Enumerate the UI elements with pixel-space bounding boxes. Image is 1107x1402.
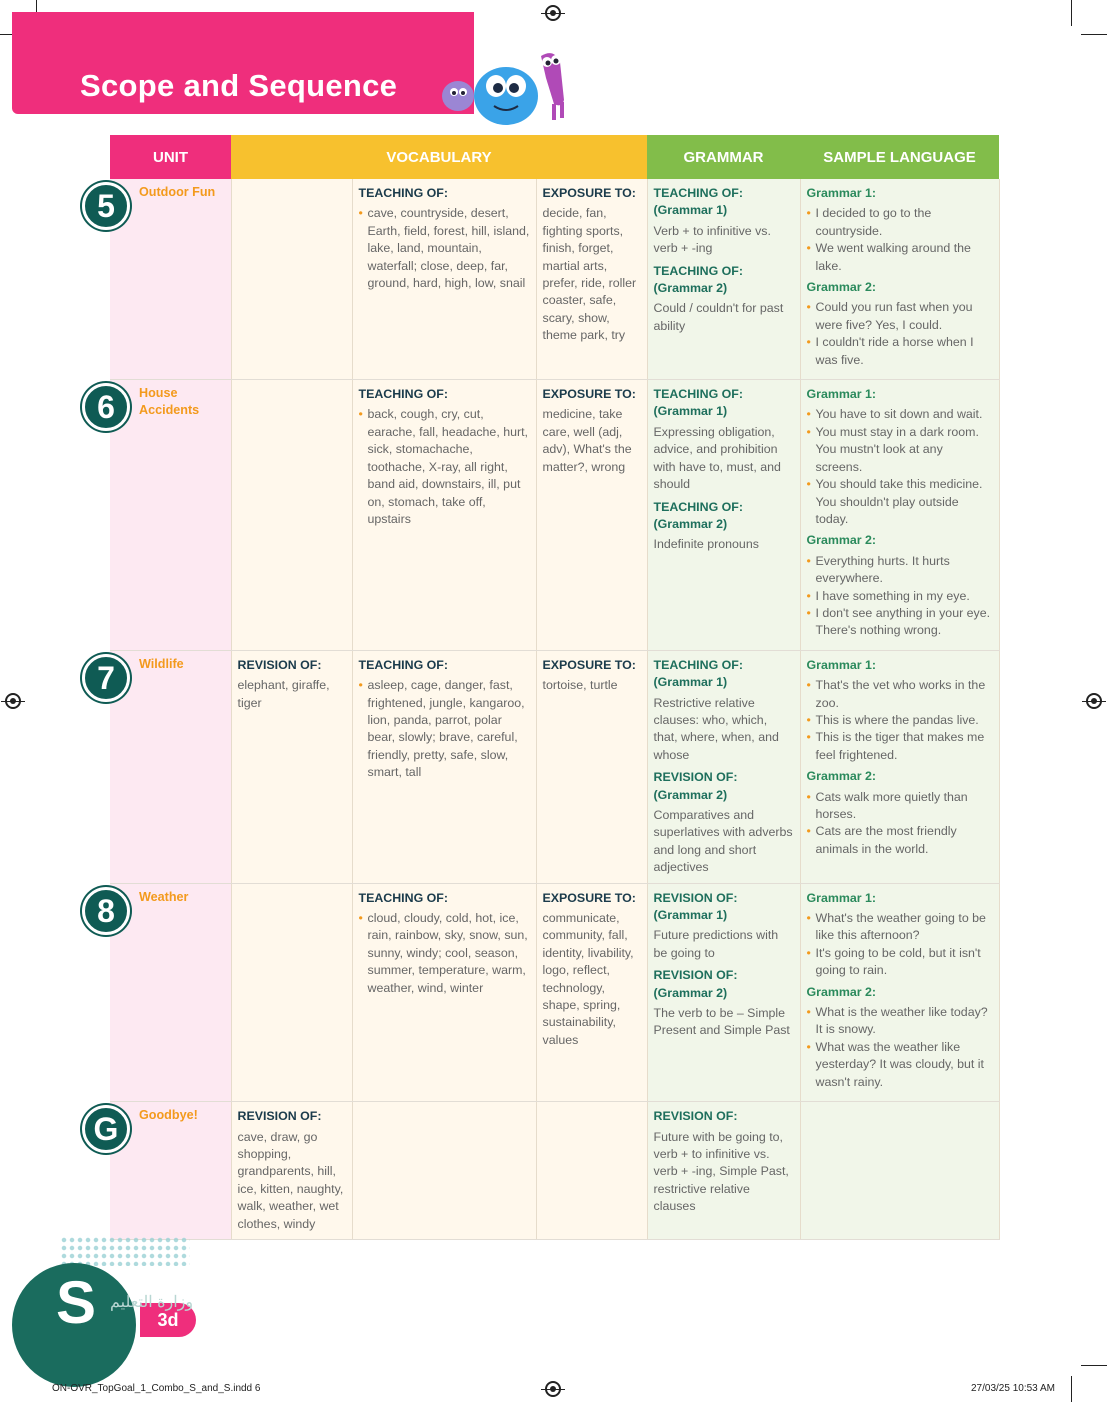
teaching-label: TEACHING OF:: [358, 657, 448, 672]
revision-cell: [231, 650, 352, 883]
registration-mark: [545, 1381, 561, 1397]
sample-label: Grammar 1:: [806, 890, 877, 905]
logo-letter: S: [56, 1269, 97, 1336]
unit-number-badge: 7: [82, 654, 130, 702]
sample-item: • What was the weather like yesterday? It was cloudy, but it wasn't rainy.: [807, 1039, 993, 1091]
header-row: [110, 135, 999, 179]
grammar-cell: [647, 380, 800, 651]
unit-name: Weather: [139, 889, 189, 904]
grammar-label: TEACHING OF:: [653, 387, 743, 402]
sample-item: • We went walking around the lake.: [807, 240, 993, 275]
sample-item: • I couldn't ride a horse when I was five.: [807, 334, 993, 369]
teaching-list: [359, 677, 530, 781]
crop-mark: [1071, 0, 1072, 26]
sample-item: • Cats walk more quietly than horses.: [807, 789, 993, 824]
grammar-text: Indefinite pronouns: [653, 537, 759, 552]
sample-list: [807, 677, 993, 764]
sample-label: Grammar 2:: [806, 769, 877, 784]
grammar-sublabel: (Grammar 1): [653, 675, 728, 690]
mascot-illustration: [436, 48, 576, 128]
unit-cell: [97, 380, 231, 651]
sample-label: Grammar 1:: [806, 387, 877, 402]
grammar-text: Verb + to infinitive vs. verb + -ing: [653, 223, 771, 256]
grammar-cell: [647, 650, 800, 883]
sample-item: • This is the tiger that makes me feel frightened.: [807, 729, 993, 764]
page-badge: 3d: [140, 1303, 196, 1337]
header-grammar: GRAMMAR: [647, 135, 800, 179]
sample-item: • What's the weather going to be like this afternoon?: [807, 910, 993, 945]
teaching-cell: [352, 1102, 536, 1240]
sample-item: • This is where the pandas live.: [807, 712, 993, 729]
grammar-sublabel: (Grammar 2): [653, 985, 728, 1000]
unit-name: Wildlife: [139, 656, 184, 671]
sample-item: • Cats are the most friendly animals in the world.: [807, 823, 993, 858]
unit-cell: [93, 1102, 231, 1240]
sample-item: • I don't see anything in your eye. There's nothing wrong.: [807, 605, 993, 640]
header-sample-language: SAMPLE LANGUAGE: [800, 135, 999, 179]
grammar-text: Comparatives and superlatives with adverbs and long and short adjectives: [653, 808, 793, 875]
exposure-words: decide, fan, fighting sports, finish, forget, martial arts, prefer, ride, roller coaster, safe, scary, show, theme park, try: [542, 206, 637, 343]
unit-name: Goodbye!: [139, 1108, 198, 1123]
sample-item: • Everything hurts. It hurts everywhere.: [807, 553, 993, 588]
grammar-sublabel: (Grammar 1): [653, 203, 728, 218]
grammar-cell: [647, 883, 800, 1101]
grammar-cell: [647, 179, 800, 380]
grammar-text: Restrictive relative clauses: who, which, that, where, when, and whose: [653, 695, 779, 762]
unit-cell: [97, 883, 231, 1101]
exposure-label: EXPOSURE TO:: [542, 186, 636, 200]
unit-name: Outdoor Fun: [139, 185, 216, 199]
sample-list: [807, 1004, 993, 1091]
exposure-words: medicine, take care, well (adj, adv), What's the matter?, wrong: [542, 407, 632, 474]
grammar-label: TEACHING OF:: [653, 657, 743, 672]
revision-cell: [231, 380, 352, 651]
grammar-sublabel: (Grammar 1): [653, 908, 728, 923]
teaching-list: [359, 205, 530, 292]
unit-name: House Accidents: [139, 386, 200, 418]
exposure-label: EXPOSURE TO:: [542, 890, 636, 905]
exposure-words: tortoise, turtle: [542, 678, 618, 693]
sample-item: • I decided to go to the countryside.: [807, 205, 993, 240]
exposure-cell: [536, 883, 647, 1101]
registration-mark: [545, 5, 561, 21]
revision-cell: [231, 1102, 352, 1240]
header-vocabulary: VOCABULARY: [231, 135, 647, 179]
crop-mark: [1071, 1376, 1072, 1402]
sample-list: [807, 553, 993, 640]
teaching-label: TEACHING OF:: [358, 387, 448, 402]
decorative-dots: [60, 1236, 190, 1266]
teaching-cell: [352, 179, 536, 380]
grammar-sublabel: (Grammar 2): [653, 281, 728, 296]
exposure-cell: [536, 1102, 647, 1240]
teaching-cell: [352, 650, 536, 883]
exposure-label: EXPOSURE TO:: [542, 387, 636, 402]
grammar-cell: [647, 1102, 800, 1240]
revision-words: cave, draw, go shopping, grandparents, hill, ice, kitten, naughty, walk, weather, wet clothes, windy: [237, 1129, 344, 1231]
grammar-text: Expressing obligation, advice, and prohibition with have to, must, and should: [653, 424, 781, 492]
sample-item: • You must stay in a dark room. You mustn't look at any screens.: [807, 424, 993, 476]
grammar-sublabel: (Grammar 2): [653, 787, 728, 802]
crop-mark: [1081, 34, 1107, 35]
grammar-text: Future predictions with be going to: [653, 928, 779, 960]
grammar-text: The verb to be – Simple Present and Simple Past: [653, 1006, 790, 1038]
teaching-cell: [352, 380, 536, 651]
footer-filename: ON-OVR_TopGoal_1_Combo_S_and_S.indd 6: [52, 1383, 261, 1394]
unit-number-badge: 8: [82, 887, 130, 935]
unit-row: [110, 1102, 999, 1240]
grammar-sublabel: (Grammar 2): [653, 516, 728, 531]
exposure-cell: [536, 650, 647, 883]
unit-number-badge: 6: [82, 383, 130, 431]
grammar-text: Could / couldn't for past ability: [653, 301, 784, 333]
unit-cell: [97, 179, 231, 380]
sample-list: [807, 299, 993, 369]
sample-label: Grammar 1:: [806, 186, 877, 200]
sample-label: Grammar 2:: [806, 533, 877, 548]
sample-list: [807, 789, 993, 859]
teaching-label: TEACHING OF:: [358, 890, 448, 905]
registration-mark: [1086, 693, 1102, 709]
grammar-label: TEACHING OF:: [653, 499, 743, 514]
sample-label: Grammar 2:: [806, 984, 877, 999]
sample-item: • What is the weather like today? It is snowy.: [807, 1004, 993, 1039]
sample-item: • You should take this medicine. You shouldn't play outside today.: [807, 476, 993, 528]
exposure-cell: [536, 380, 647, 651]
grammar-label: REVISION OF:: [653, 1109, 738, 1124]
grammar-label: TEACHING OF:: [653, 186, 743, 200]
scope-table: [93, 135, 1000, 1240]
page-title: Scope and Sequence: [80, 68, 398, 103]
sample-item: • That's the vet who works in the zoo.: [807, 677, 993, 712]
sample-cell: [800, 179, 999, 380]
sample-list: [807, 406, 993, 528]
sample-cell: [800, 883, 999, 1101]
grammar-sublabel: (Grammar 1): [653, 404, 728, 419]
teaching-item: • asleep, cage, danger, fast, frightened, jungle, kangaroo, lion, panda, parrot, polar bear, slowly; brave, careful, friendly, pretty, safe, slow, smart, tall: [359, 677, 530, 781]
unit-number-badge: 5: [82, 182, 130, 230]
grammar-label: REVISION OF:: [653, 968, 738, 983]
unit-cell: [97, 650, 231, 883]
exposure-words: communicate, community, fall, identity, livability, logo, reflect, technology, shape, spring, sustainability, values: [542, 911, 634, 1047]
registration-mark: [5, 693, 21, 709]
sample-item: • It's going to be cold, but it isn't going to rain.: [807, 945, 993, 980]
grammar-label: REVISION OF:: [653, 770, 738, 785]
sample-label: Grammar 1:: [806, 657, 877, 672]
watermark-text: وزارة التعليم: [110, 1294, 194, 1311]
teaching-label: TEACHING OF:: [358, 186, 448, 200]
revision-label: REVISION OF:: [237, 1109, 322, 1124]
exposure-label: EXPOSURE TO:: [542, 657, 636, 672]
grammar-text: Future with be going to, verb + to infinitive vs. verb + -ing, Simple Past, restrictive relative clauses: [653, 1129, 789, 1214]
crop-mark: [1081, 1365, 1107, 1366]
grammar-label: REVISION OF:: [653, 890, 738, 905]
unit-row: [110, 650, 999, 883]
revision-words: elephant, giraffe, tiger: [237, 678, 330, 710]
sample-list: [807, 910, 993, 980]
sample-label: Grammar 2:: [806, 280, 877, 295]
sample-cell: [800, 380, 999, 651]
revision-label: REVISION OF:: [237, 657, 322, 672]
unit-row: [110, 380, 999, 651]
teaching-list: [359, 406, 530, 528]
teaching-list: [359, 910, 530, 997]
sample-item: • You have to sit down and wait.: [807, 406, 993, 423]
unit-number-badge: G: [82, 1105, 130, 1153]
header-unit: UNIT: [110, 135, 231, 179]
sample-item: • Could you run fast when you were five? Yes, I could.: [807, 299, 993, 334]
revision-cell: [231, 883, 352, 1101]
exposure-cell: [536, 179, 647, 380]
teaching-cell: [352, 883, 536, 1101]
sample-list: [807, 205, 993, 275]
unit-row: [110, 179, 999, 380]
teaching-item: • back, cough, cry, cut, earache, fall, headache, hurt, sick, stomachache, toothache, X-ray, all right, band aid, downstairs, ill, put on, stomach, take off, upstairs: [359, 406, 530, 528]
sample-cell: [800, 650, 999, 883]
sample-cell: [800, 1102, 999, 1240]
teaching-item: • cloud, cloudy, cold, hot, ice, rain, rainbow, sky, snow, sun, sunny, windy; cool, season, summer, temperature, warm, weather, wind, winter: [359, 910, 530, 997]
unit-row: [110, 883, 999, 1101]
sample-item: • I have something in my eye.: [807, 588, 993, 605]
teaching-item: • cave, countryside, desert, Earth, field, forest, hill, island, lake, land, mountain, waterfall; close, deep, far, ground, hard, high, low, snail: [359, 205, 530, 292]
grammar-label: TEACHING OF:: [653, 263, 743, 278]
revision-cell: [231, 179, 352, 380]
footer-timestamp: 27/03/25 10:53 AM: [971, 1383, 1055, 1394]
